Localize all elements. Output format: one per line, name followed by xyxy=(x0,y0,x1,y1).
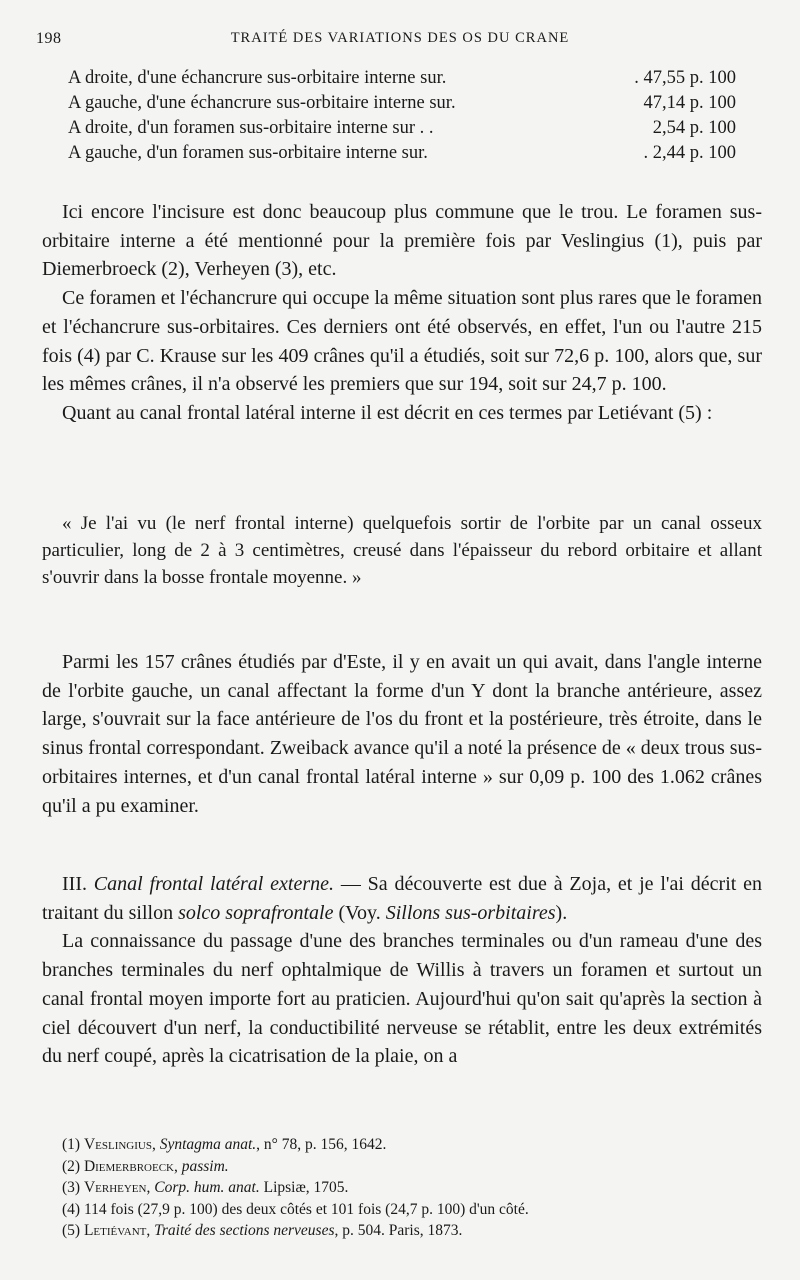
footnote-mark: (3) xyxy=(62,1179,81,1196)
footnote xyxy=(62,1177,742,1199)
body-section-2 xyxy=(42,648,762,820)
footnote-mark: (1) xyxy=(62,1136,81,1153)
stat-label: A droite, d'un foramen sus-orbitaire interne sur . . xyxy=(68,118,434,138)
footnote-work: Corp. hum. anat. xyxy=(154,1179,260,1196)
footnote-rest: , n° 78, p. 156, 1642. xyxy=(256,1136,387,1153)
footnote xyxy=(62,1156,742,1178)
stat-value: 2,54 p. 100 xyxy=(652,118,736,138)
paragraph: Parmi les 157 crânes étudiés par d'Este, il y en avait un qui avait, dans l'angle interne de l'orbite gauche, un canal affectant la forme d'un Y dont la branche antérieure, assez large, s'ouvrait sur la face antérieure de l'os du front et la postérieure, très étroite, dans le sinus frontal correspondant. Zweiback avance qu'il a noté la présence de « deux trous sus-orbitaires internes, et d'un canal frontal latéral interne » sur 0,09 p. 100 des 1.062 crânes qu'il a pu examiner. xyxy=(42,651,762,817)
stat-row xyxy=(68,116,736,141)
body-section-3 xyxy=(42,870,762,1071)
page-header xyxy=(36,30,764,56)
footnote-rest: , p. 504. Paris, 1873. xyxy=(334,1222,463,1239)
stat-row xyxy=(68,66,736,91)
footnote xyxy=(62,1199,742,1221)
stat-label: A gauche, d'un foramen sus-orbitaire interne sur. xyxy=(68,143,428,163)
page-number: 198 xyxy=(36,30,62,47)
italic-term: solco soprafrontale xyxy=(178,901,334,924)
paragraph: La connaissance du passage d'une des branches terminales ou d'un rameau d'une des branches terminales du nerf ophtalmique de Willis à travers un foramen et surtout un canal frontal moyen importe fort au praticien. Aujourd'hui qu'on sait qu'après la section à ciel découvert d'un nerf, la conductibilité nerveuse se rétablit, entre les deux extrémités du nerf coupé, après la cicatrisation de la plaie, on a xyxy=(42,930,762,1068)
paragraph-text: — Sa découverte est due à Zoja, et je l'ai décrit en traitant du sillon xyxy=(42,873,762,924)
footnote-work: passim. xyxy=(181,1157,229,1175)
section-title: Canal frontal latéral externe. xyxy=(93,873,335,895)
stat-label: A gauche, d'une échancrure sus-orbitaire interne sur. xyxy=(68,93,456,113)
stat-value: 47,14 p. 100 xyxy=(643,93,736,113)
paragraph-text: ). xyxy=(555,901,568,924)
statistics-list xyxy=(68,66,736,166)
quote-text: « Je l'ai vu (le nerf frontal interne) quelquefois sortir de l'orbite par un canal osseux particulier, long de 2 à 3 centimètres, creusé dans l'épaisseur du rebord orbitaire et allant s'ouvrir dans la bosse frontale moyenne. » xyxy=(42,513,762,588)
footnote-author: Letiévant, xyxy=(83,1222,151,1239)
paragraph: Quant au canal frontal latéral interne il est décrit en ces termes par Letiévant (5) : xyxy=(62,401,713,424)
footnote-rest: 114 fois (27,9 p. 100) des deux côtés et 101 fois (24,7 p. 100) d'un côté. xyxy=(83,1200,529,1218)
paragraph: Ce foramen et l'échancrure qui occupe la même situation sont plus rares que le foramen et l'échancrure sus-orbitaires. Ces derniers ont été observés, en effet, l'un ou l'autre 215 fois (4) par C. Krause sur les 409 crânes qu'il a étudiés, soit sur 72,6 p. 100, alors que, sur les mêmes crânes, il n'a observé les premiers que sur 194, soit sur 24,7 p. 100. xyxy=(42,287,762,396)
section-paragraph xyxy=(42,870,762,927)
italic-term: Sillons sus-orbitaires xyxy=(385,901,556,924)
body-section-1 xyxy=(42,198,762,428)
footnote-work: Syntagma anat. xyxy=(159,1136,257,1153)
footnote-author: Veslingius, xyxy=(83,1136,156,1153)
stat-row xyxy=(68,141,736,166)
footnote xyxy=(62,1220,742,1242)
stat-label: A droite, d'une échancrure sus-orbitaire interne sur. xyxy=(68,68,447,88)
stat-value: . 47,55 p. 100 xyxy=(634,68,736,88)
paragraph: Ici encore l'incisure est donc beaucoup plus commune que le trou. Le foramen sus-orbitaire interne a été mentionné pour la première fois par Veslingius (1), puis par Diemerbroeck (2), Verheyen (3), etc. xyxy=(42,201,762,281)
footnote-rest: Lipsiæ, 1705. xyxy=(259,1179,349,1196)
footnotes xyxy=(62,1134,742,1242)
footnote-mark: (2) xyxy=(62,1157,81,1175)
stat-value: . 2,44 p. 100 xyxy=(643,143,736,163)
footnote-mark: (5) xyxy=(62,1222,81,1239)
footnote-author: Diemerbroeck, xyxy=(83,1157,178,1175)
stat-row xyxy=(68,91,736,116)
footnote-author: Verheyen, xyxy=(83,1179,151,1196)
footnote xyxy=(62,1134,742,1156)
quotation xyxy=(42,510,762,591)
section-number: III. xyxy=(62,873,87,895)
footnote-mark: (4) xyxy=(62,1200,81,1218)
running-title: TRAITÉ DES VARIATIONS DES OS DU CRANE xyxy=(230,30,570,46)
footnote-work: Traité des sections nerveuses xyxy=(154,1222,335,1239)
paragraph-text: (Voy. xyxy=(333,901,386,924)
